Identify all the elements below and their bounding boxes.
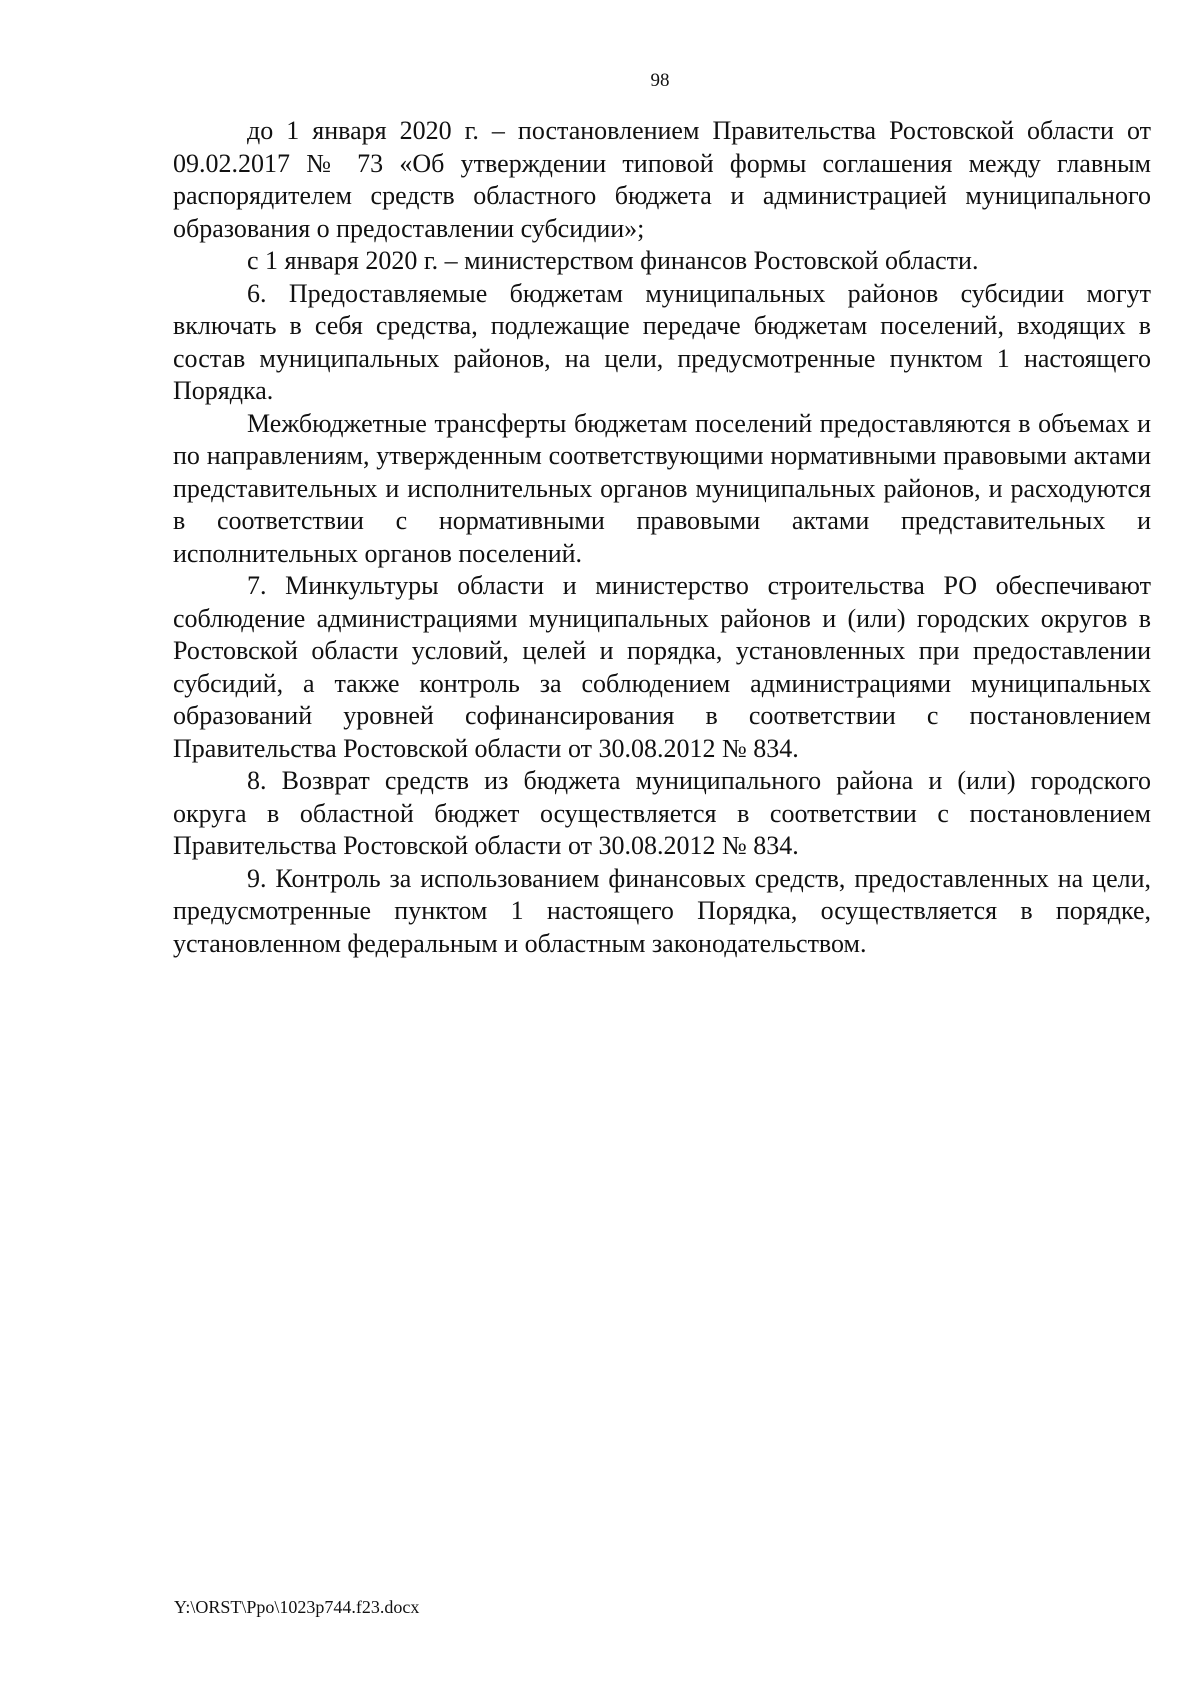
document-body: [173, 115, 1151, 960]
paragraph-item-8: 8. Возврат средств из бюджета муниципального района и (или) городского округа в областной бюджет осуществляется в соответствии с постановлением Правительства Ростовской области от 30.08.2012 № 834.: [173, 766, 1151, 860]
paragraph-interbudget-transfers: Межбюджетные трансферты бюджетам поселений предоставляются в объемах и по направлениям, утвержденным соответствующими нормативными правовыми актами представительных и исполнительных органов муниципальных районов, и расходуются в соответствии с нормативными правовыми актами представительных и исполнительных органов поселений.: [173, 408, 1151, 568]
paragraph-item-7: 7. Минкультуры области и министерство строительства РО обеспечивают соблюдение администрациями муниципальных районов и (или) городских округов в Ростовской области условий, целей и порядка, установленных при предоставлении субсидий, а также контроль за соблюдением администрациями муниципальных образований уровней софинансирования в соответствии с постановлением Правительства Ростовской области от 30.08.2012 № 834.: [173, 571, 1151, 763]
footer-file-path: Y:\ORST\Ppo\1023p744.f23.docx: [174, 1597, 420, 1617]
paragraph-item-6: 6. Предоставляемые бюджетам муниципальных районов субсидии могут включать в себя средства, подлежащие передаче бюджетам поселений, входящих в состав муниципальных районов, на цели, предусмотренные пунктом 1 настоящего Порядка.: [173, 278, 1151, 405]
paragraph-item-9: 9. Контроль за использованием финансовых средств, предоставленных на цели, предусмотренные пунктом 1 настоящего Порядка, осуществляется в порядке, установленном федеральным и областным законодательством.: [173, 863, 1151, 958]
paragraph-from-2020: с 1 января 2020 г. – министерством финансов Ростовской области.: [247, 246, 979, 275]
page-number: 98: [650, 70, 670, 91]
paragraph-continuation: до 1 января 2020 г. – постановлением Правительства Ростовской области от 09.02.2017 № 73 «Об утверждении типовой формы соглашения между главным распорядителем средств областного бюджета и администрацией муниципального образования о предоставлении субсидии»;: [173, 116, 1151, 243]
